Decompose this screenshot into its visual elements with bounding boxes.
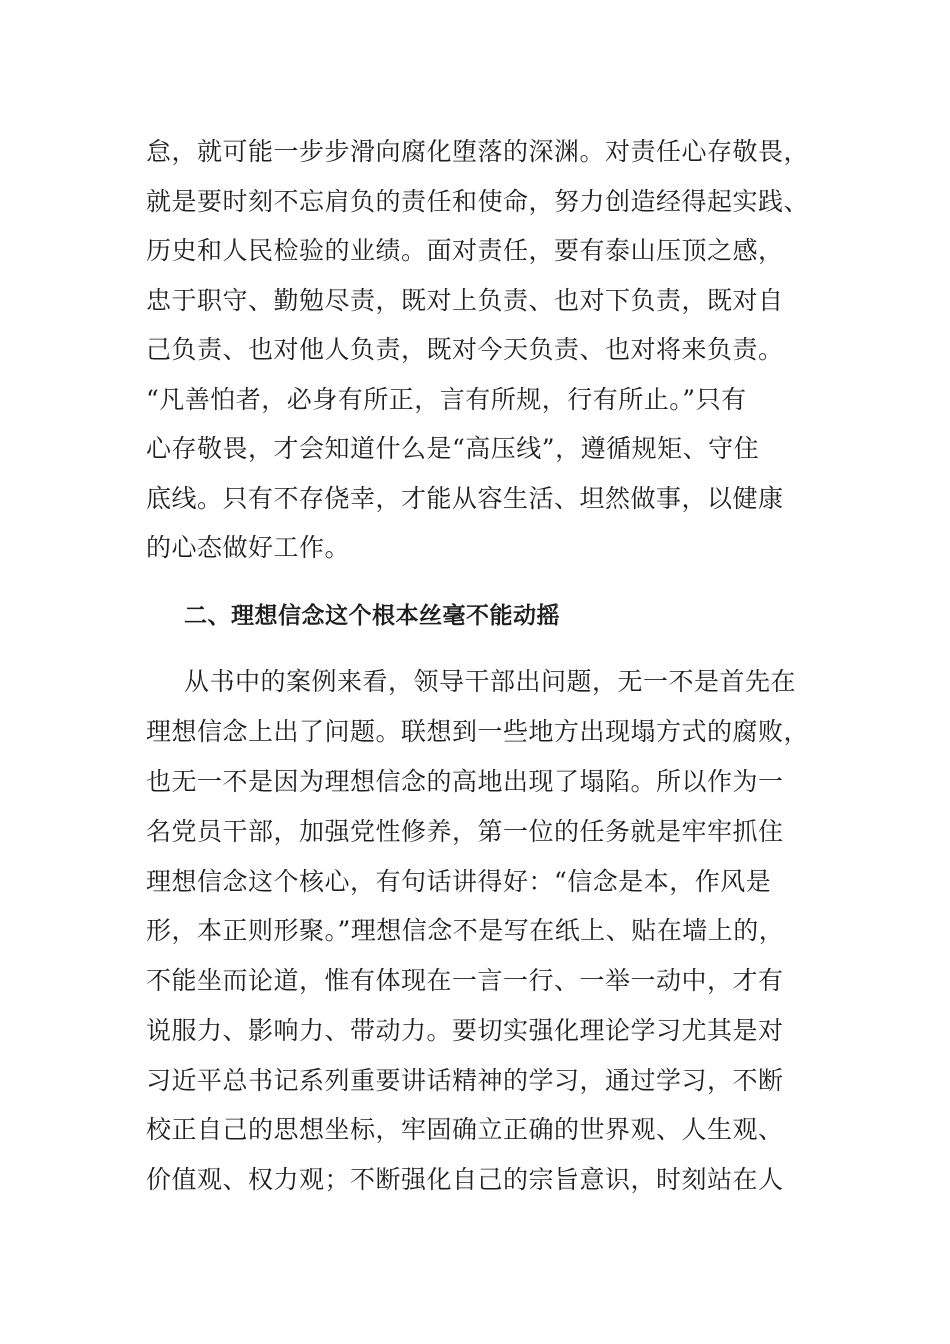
section-heading: 二、理想信念这个根本丝毫不能动摇 [184,603,560,629]
text-line: 价值观、权力观；不断强化自己的宗旨意识，时刻站在人 [146,1165,784,1194]
text-line: 说服力、影响力、带动力。要切实强化理论学习尤其是对 [146,1016,784,1045]
text-line: 从书中的案例来看，领导干部出问题，无一不是首先在 [184,667,797,696]
text-line: 也无一不是因为理想信念的高地出现了塌陷。所以作为一 [146,767,784,796]
text-line: 怠，就可能一步步滑向腐化堕落的深渊。对责任心存敬畏， [146,137,810,166]
text-line: 心存敬畏，才会知道什么是“高压线”，遵循规矩、守住 [146,434,760,463]
text-line: 的心态做好工作。 [146,533,351,562]
text-line: 底线。只有不存侥幸，才能从容生活、坦然做事，以健康 [146,484,784,513]
text-line: 历史和人民检验的业绩。面对责任，要有泰山压顶之感， [146,236,784,265]
text-line: 理想信念上出了问题。联想到一些地方出现塌方式的腐败， [146,717,810,746]
text-line: 形，本正则形聚。”理想信念不是写在纸上、贴在墙上的， [146,916,785,945]
text-line: 己负责、也对他人负责，既对今天负责、也对将来负责。 [146,335,784,364]
text-line: 名党员干部，加强党性修养，第一位的任务就是牢牢抓住 [146,817,784,846]
text-line: 理想信念这个核心，有句话讲得好：“信念是本，作风是 [146,867,772,896]
text-line: 习近平总书记系列重要讲话精神的学习，通过学习，不断 [146,1066,784,1095]
text-line: 忠于职守、勤勉尽责，既对上负责、也对下负责，既对自 [146,286,784,315]
text-line: 不能坐而论道，惟有体现在一言一行、一举一动中，才有 [146,966,784,995]
text-line: 校正自己的思想坐标，牢固确立正确的世界观、人生观、 [146,1115,784,1144]
text-line: 就是要时刻不忘肩负的责任和使命，努力创造经得起实践、 [146,187,810,216]
text-line: “凡善怕者，必身有所正，言有所规，行有所止。”只有 [146,385,747,414]
